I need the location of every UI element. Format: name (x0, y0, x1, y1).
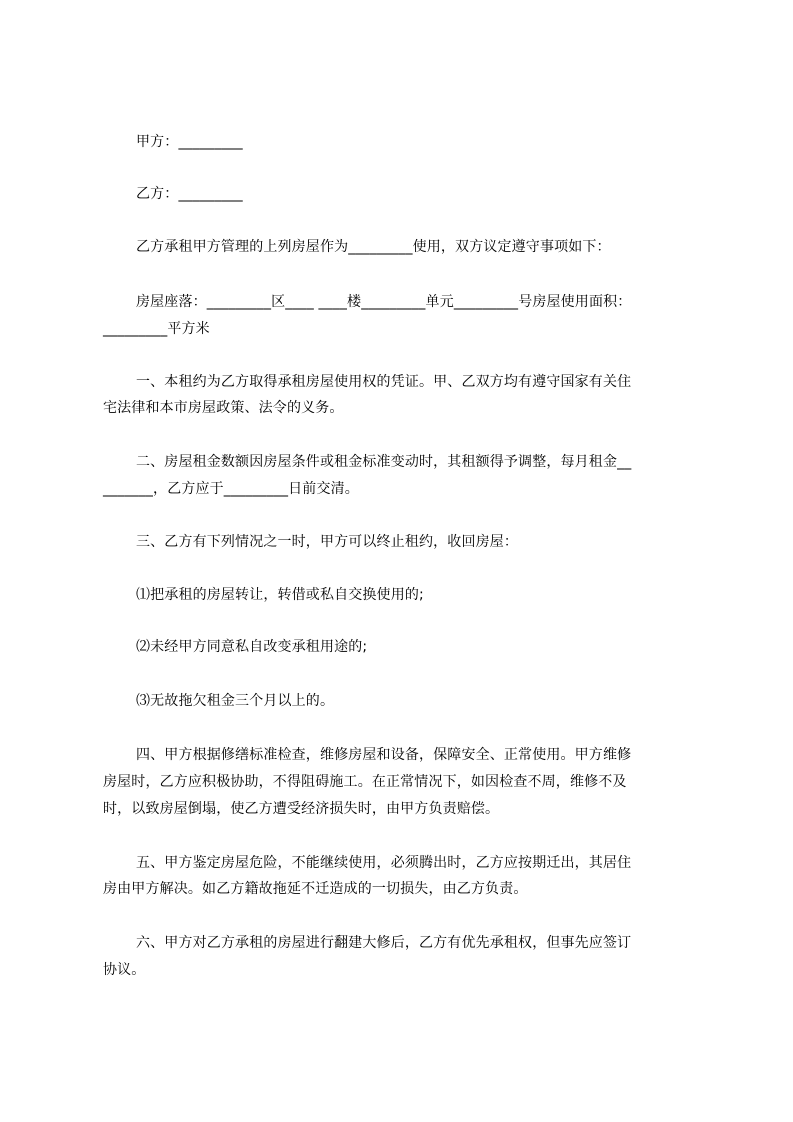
clause-6-line-1: 六、甲方对乙方承租的房屋进行翻建大修后，乙方有优先承租权，但事先应签订 (136, 935, 632, 951)
clause-4-line-1: 四、甲方根据修缮标准检查，维修房屋和设备，保障安全、正常使用。甲方维修 (136, 747, 632, 763)
clause-2-line-1: 二、房屋租金数额因房屋条件或租金标准变动时，其租额得予调整，每月租金__ (136, 454, 632, 470)
clause-3-item-2: ⑵未经甲方同意私自改变承租用途的; (136, 639, 368, 655)
clause-1-line-2: 宅法律和本市房屋政策、法令的义务。 (103, 400, 344, 416)
clause-3-heading: 三、乙方有下列情况之一时，甲方可以终止租约，收回房屋： (136, 534, 519, 550)
clause-5-line-2: 房由甲方解决。如乙方籍故拖延不迁造成的一切损失，由乙方负责。 (103, 881, 528, 897)
clause-2-line-2: _______，乙方应于_________日前交清。 (103, 481, 359, 497)
intro-line: 乙方承租甲方管理的上列房屋作为_________使用，双方议定遵守事项如下： (136, 239, 611, 255)
address-line-1: 房屋座落：_________区____ ____楼_________单元_________号房屋使用面积： (136, 294, 632, 310)
clause-1-line-1: 一、本租约为乙方取得承租房屋使用权的凭证。甲、乙双方均有遵守国家有关住 (136, 374, 632, 390)
clause-4-line-3: 时，以致房屋倒塌，使乙方遭受经济损失时，由甲方负责赔偿。 (103, 801, 500, 817)
party-a-line: 甲方：_________ (136, 134, 243, 150)
clause-4-line-2: 房屋时，乙方应积极协助，不得阻碍施工。在正常情况下，如因检查不周，维修不及 (103, 774, 627, 790)
party-b-line: 乙方：_________ (136, 186, 243, 202)
clause-3-item-3: ⑶无故拖欠租金三个月以上的。 (136, 693, 335, 709)
clause-3-item-1: ⑴把承租的房屋转让，转借或私自交换使用的; (136, 587, 424, 603)
clause-5-line-1: 五、甲方鉴定房屋危险，不能继续使用，必须腾出时，乙方应按期迁出，其居住 (136, 855, 632, 871)
address-line-2: _________平方米 (103, 321, 210, 337)
clause-6-line-2: 协议。 (103, 962, 146, 978)
